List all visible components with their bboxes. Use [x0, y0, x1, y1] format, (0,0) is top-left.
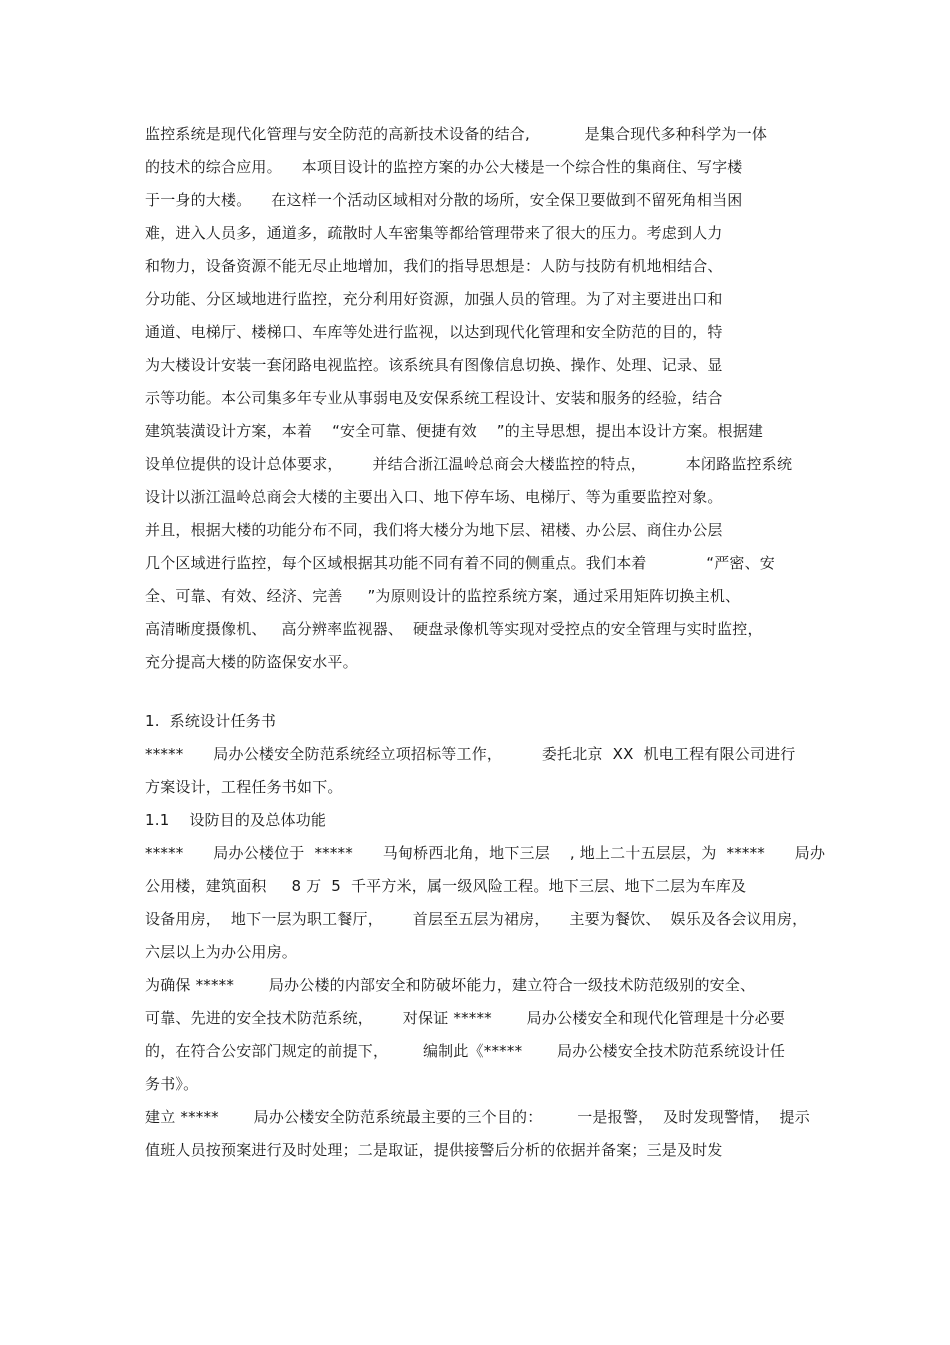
paragraph-line: 充分提高大楼的防盗保安水平。	[145, 653, 358, 671]
paragraph-line: 示等功能。本公司集多年专业从事弱电及安保系统工程设计、安装和服务的经验，结合	[145, 389, 723, 407]
paragraph-line: 难，进入人员多，通道多，疏散时人车密集等都给管理带来了很大的压力。考虑到人力	[145, 224, 723, 242]
section-heading: 1. 系统设计任务书	[145, 712, 277, 730]
paragraph-line: ***** 局办公楼位于 ***** 马甸桥西北角，地下三层 , 地上二十五层层，为 ***** 局办	[145, 844, 826, 862]
paragraph-line: 的技术的综合应用。 本项目设计的监控方案的办公大楼是一个综合性的集商住、写字楼	[145, 158, 743, 176]
paragraph-line: 六层以上为办公用房。	[145, 943, 298, 961]
paragraph-line: 建筑装潢设计方案，本着 “安全可靠、便捷有效 ”的主导思想，提出本设计方案。根据建	[145, 422, 764, 440]
paragraph-line: 的，在符合公安部门规定的前提下， 编制此《***** 局办公楼安全技术防范系统设计任	[145, 1042, 786, 1060]
paragraph-line: 可靠、先进的安全技术防范系统， 对保证 ***** 局办公楼安全和现代化管理是十分必要	[145, 1009, 786, 1027]
paragraph-line: 设计以浙江温岭总商会大楼的主要出入口、地下停车场、电梯厅、等为重要监控对象。	[145, 488, 723, 506]
paragraph-line: 建立 ***** 局办公楼安全防范系统最主要的三个目的： 一是报警， 及时发现警情， 提示	[145, 1108, 810, 1126]
paragraph-line: 值班人员按预案进行及时处理；二是取证，提供接警后分析的依据并备案；三是及时发	[145, 1141, 723, 1159]
subsection-heading: 1.1 设防目的及总体功能	[145, 811, 327, 829]
paragraph-line: 公用楼，建筑面积 8 万 5 千平方米，属一级风险工程。地下三层、地下二层为车库及	[145, 877, 747, 895]
paragraph-line: 为大楼设计安装一套闭路电视监控。该系统具有图像信息切换、操作、处理、记录、显	[145, 356, 723, 374]
paragraph-line: 设单位提供的设计总体要求， 并结合浙江温岭总商会大楼监控的特点， 本闭路监控系统	[145, 455, 793, 473]
paragraph-line: 和物力，设备资源不能无尽止地增加，我们的指导思想是：人防与技防有机地相结合、	[145, 257, 723, 275]
paragraph-line: 分功能、分区域地进行监控，充分利用好资源，加强人员的管理。为了对主要进出口和	[145, 290, 723, 308]
paragraph-line: 务书》。	[145, 1075, 199, 1093]
paragraph-line: 高清晰度摄像机、 高分辨率监视器、 硬盘录像机等实现对受控点的安全管理与实时监控，	[145, 620, 763, 638]
paragraph-line: 方案设计，工程任务书如下。	[145, 778, 343, 796]
paragraph-line: 通道、电梯厅、楼梯口、车库等处进行监视，以达到现代化管理和安全防范的目的，特	[145, 323, 723, 341]
paragraph-line: 几个区域进行监控，每个区域根据其功能不同有着不同的侧重点。我们本着 “严密、安	[145, 554, 775, 572]
paragraph-line: 监控系统是现代化管理与安全防范的高新技术设备的结合, 是集合现代多种科学为一体	[145, 125, 768, 143]
paragraph-line: 为确保 ***** 局办公楼的内部安全和防破坏能力，建立符合一级技术防范级别的安全、	[145, 976, 756, 994]
paragraph-line: 设备用房， 地下一层为职工餐厅， 首层至五层为裙房， 主要为餐饮、 娱乐及各会议用房，	[145, 910, 808, 928]
paragraph-line: ***** 局办公楼安全防范系统经立项招标等工作， 委托北京 XX 机电工程有限公司进行	[145, 745, 796, 763]
paragraph-line: 全、可靠、有效、经济、完善 ”为原则设计的监控系统方案，通过采用矩阵切换主机、	[145, 587, 741, 605]
paragraph-line: 并且，根据大楼的功能分布不同，我们将大楼分为地下层、裙楼、办公层、商住办公层	[145, 521, 723, 539]
paragraph-line: 于一身的大楼。 在这样一个活动区域相对分散的场所，安全保卫要做到不留死角相当困	[145, 191, 743, 209]
